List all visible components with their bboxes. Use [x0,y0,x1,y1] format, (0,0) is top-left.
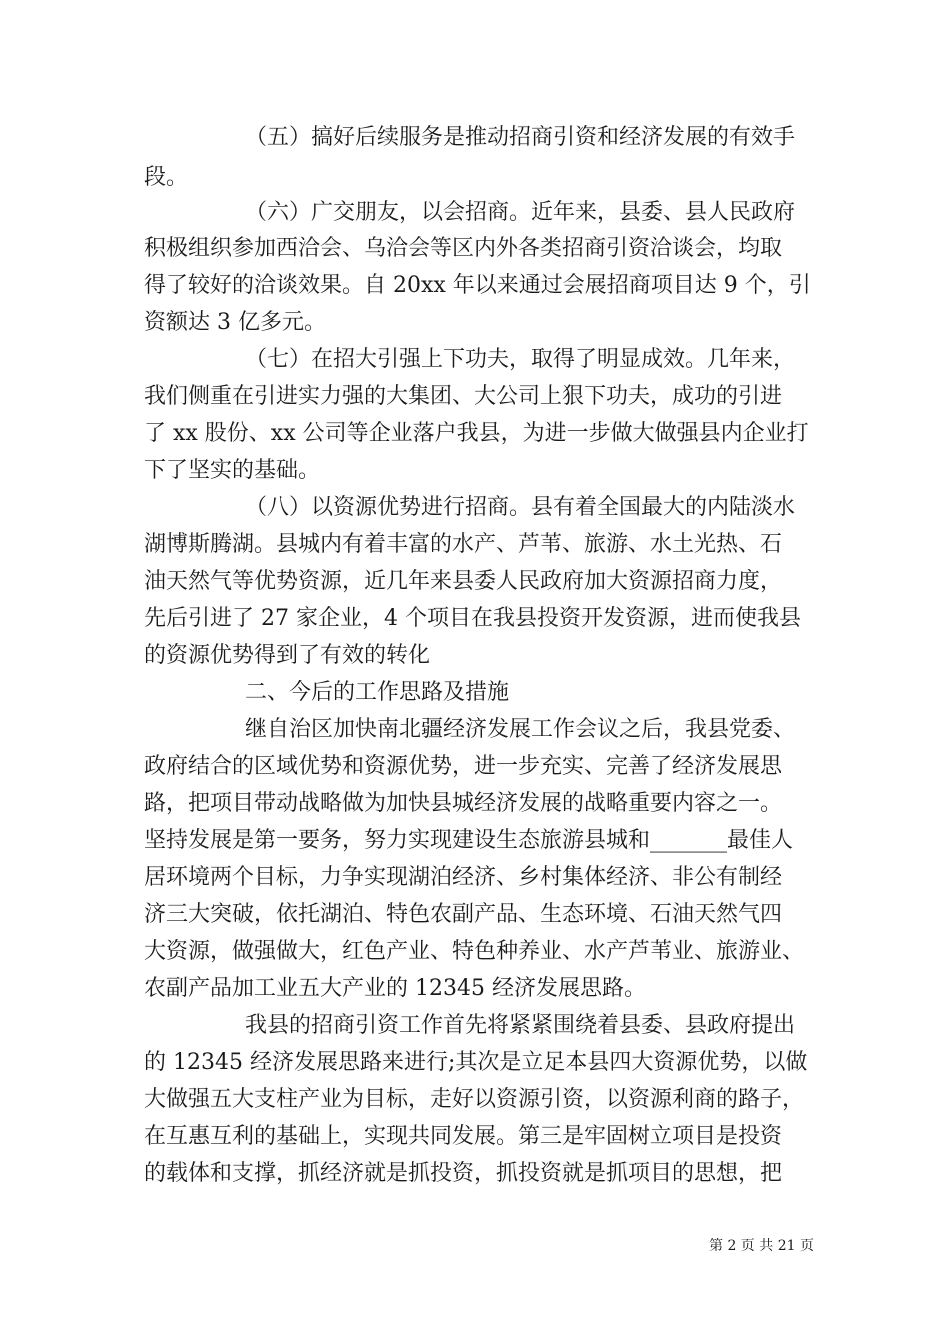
text-line: 大做强五大支柱产业为目标，走好以资源引资，以资源利商的路子， [144,1087,805,1112]
text-line: 的 12345 经济发展思路来进行;其次是立足本县四大资源优势，以做 [144,1050,808,1075]
text-line: 积极组织参加西洽会、乌洽会等区内外各类招商引资洽谈会，均取 [144,236,783,261]
text-line: 济三大突破，依托湖泊、特色农副产品、生态环境、石油天然气四 [144,902,783,927]
text-line: 的载体和支撑，抓经济就是抓投资，抓投资就是抓项目的思想，把 [144,1161,783,1186]
text-line: 农副产品加工业五大产业的 12345 经济发展思路。 [144,976,646,1001]
text-line: 先后引进了 27 家企业，4 个项目在我县投资开发资源，进而使我县 [144,606,801,631]
text-line: 路，把项目带动战略做为加快县城经济发展的战略重要内容之一。 [144,791,783,816]
text-line: 继自治区加快南北疆经济发展工作会议之后，我县党委、 [245,717,796,742]
text-line: 了 xx 股份、xx 公司等企业落户我县，为进一步做大做强县内企业打 [144,421,809,446]
text-line: 坚持发展是第一要务，努力实现建设生态旅游县城和_______最佳人 [144,828,794,853]
text-line: 在互惠互利的基础上，实现共同发展。第三是牢固树立项目是投资 [144,1124,783,1149]
text-line: 政府结合的区域优势和资源优势，进一步充实、完善了经济发展思 [144,754,783,779]
text-line: 大资源，做强做大，红色产业、特色种养业、水产芦苇业、旅游业、 [144,939,805,964]
text-line: 段。 [144,165,189,190]
text-line: 湖博斯腾湖。县城内有着丰富的水产、芦苇、旅游、水土光热、石 [144,532,783,557]
section-heading: 二、今后的工作思路及措施 [245,680,510,705]
text-line: （五）搞好后续服务是推动招商引资和经济发展的有效手 [245,125,796,150]
text-line: （七）在招大引强上下功夫，取得了明显成效。几年来， [245,347,796,372]
text-line: （六）广交朋友，以会招商。近年来，县委、县人民政府 [245,200,796,225]
text-line: 居环境两个目标，力争实现湖泊经济、乡村集体经济、非公有制经 [144,865,783,890]
text-line: 的资源优势得到了有效的转化 [144,643,431,668]
page-number: 第 2 页 共 21 页 [709,1238,814,1254]
text-line: 得了较好的洽谈效果。自 20xx 年以来通过会展招商项目达 9 个，引 [144,273,811,298]
text-line: 油天然气等优势资源，近几年来县委人民政府加大资源招商力度， [144,569,783,594]
text-line: 我县的招商引资工作首先将紧紧围绕着县委、县政府提出 [245,1013,796,1038]
text-line: 下了坚实的基础。 [144,458,321,483]
text-line: （八）以资源优势进行招商。县有着全国最大的内陆淡水 [245,495,796,520]
text-line: 我们侧重在引进实力强的大集团、大公司上狠下功夫，成功的引进 [144,384,783,409]
text-line: 资额达 3 亿多元。 [144,310,326,335]
